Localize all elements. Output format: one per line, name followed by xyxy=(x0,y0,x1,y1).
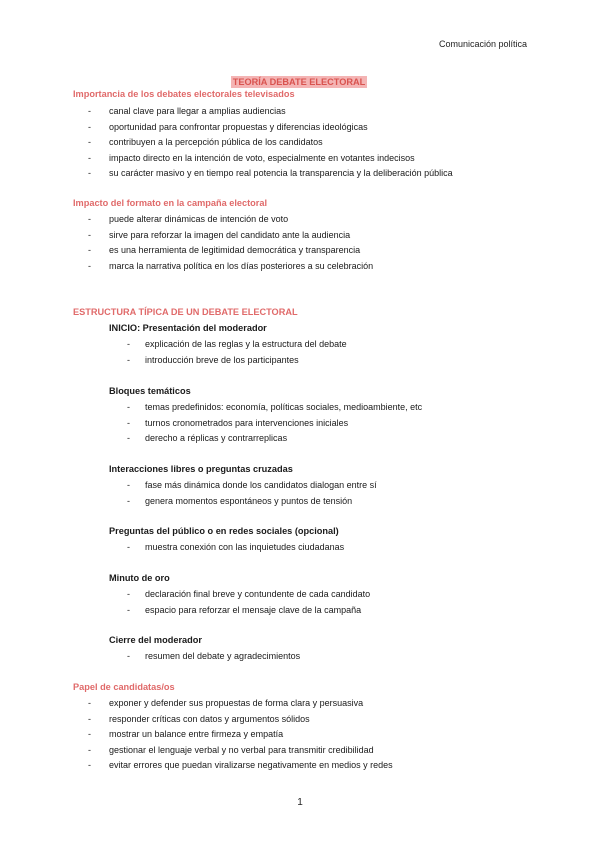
list-item: - derecho a réplicas y contrarreplicas xyxy=(127,431,422,447)
page-number: 1 xyxy=(297,797,303,808)
list-item: - introducción breve de los participantes xyxy=(127,353,347,369)
bullet-dash: - xyxy=(88,152,91,163)
structure-section-title: Minuto de oro xyxy=(109,573,170,583)
bullet-dash: - xyxy=(127,480,130,490)
structure-section-title: Cierre del moderador xyxy=(109,635,202,645)
candidates-list xyxy=(88,696,393,774)
list-item: - exponer y defender sus propuestas de forma clara y persuasiva xyxy=(88,696,393,712)
list-item: - muestra conexión con las inquietudes ciudadanas xyxy=(127,540,344,556)
structure-section-title: INICIO: Presentación del moderador xyxy=(109,323,267,333)
bullet-dash: - xyxy=(88,121,91,132)
bullet-dash: - xyxy=(88,260,91,271)
list-item: - responder críticas con datos y argumentos sólidos xyxy=(88,712,393,728)
structure-section-title: Bloques temáticos xyxy=(109,386,191,396)
list-item: - genera momentos espontáneos y puntos de tensión xyxy=(127,494,377,510)
list-item: - es una herramienta de legitimidad democrática y transparencia xyxy=(88,243,373,259)
bullet-dash: - xyxy=(88,229,91,240)
list-item: - impacto directo en la intención de voto, especialmente en votantes indecisos xyxy=(88,151,453,167)
bullet-dash: - xyxy=(127,433,130,444)
bullet-dash: - xyxy=(88,245,91,256)
structure-heading: ESTRUCTURA TÍPICA DE UN DEBATE ELECTORAL xyxy=(73,307,298,317)
list-item: - su carácter masivo y en tiempo real potencia la transparencia y la deliberación pública xyxy=(88,166,453,182)
list-item: - sirve para reforzar la imagen del candidato ante la audiencia xyxy=(88,228,373,244)
structure-section-list xyxy=(127,587,370,618)
list-item: - gestionar el lenguaje verbal y no verbal para transmitir credibilidad xyxy=(88,743,393,759)
bullet-dash: - xyxy=(127,651,130,661)
bullet-dash: - xyxy=(88,106,91,116)
bullet-dash: - xyxy=(127,589,130,599)
list-item: - temas predefinidos: economía, políticas sociales, medioambiente, etc xyxy=(127,400,422,416)
list-item: - fase más dinámica donde los candidatos dialogan entre sí xyxy=(127,478,377,494)
list-item: - explicación de las reglas y la estructura del debate xyxy=(127,337,347,353)
bullet-dash: - xyxy=(88,137,91,148)
bullet-dash: - xyxy=(127,604,130,615)
running-header: Comunicación política xyxy=(438,39,527,49)
structure-section-list xyxy=(127,400,422,447)
bullet-dash: - xyxy=(88,214,91,224)
list-item: - marca la narrativa política en los días posteriores a su celebración xyxy=(88,259,373,275)
bullet-dash: - xyxy=(127,354,130,365)
list-item: - mostrar un balance entre firmeza y empatía xyxy=(88,727,393,743)
structure-section-list xyxy=(127,540,344,556)
list-item: - resumen del debate y agradecimientos xyxy=(127,649,300,665)
impact-list xyxy=(88,212,373,274)
list-item: - declaración final breve y contundente de cada candidato xyxy=(127,587,370,603)
list-item: - canal clave para llegar a amplias audiencias xyxy=(88,104,453,120)
list-item: - espacio para reforzar el mensaje clave de la campaña xyxy=(127,603,370,619)
candidates-heading: Papel de candidatas/os xyxy=(73,682,175,692)
list-item: - evitar errores que puedan viralizarse negativamente en medios y redes xyxy=(88,758,393,774)
structure-section-list xyxy=(127,478,377,509)
bullet-dash: - xyxy=(88,744,91,755)
document-title: TEORÍA DEBATE ELECTORAL xyxy=(232,77,366,87)
list-item: - puede alterar dinámicas de intención de voto xyxy=(88,212,373,228)
bullet-dash: - xyxy=(88,698,91,708)
list-item: - contribuyen a la percepción pública de los candidatos xyxy=(88,135,453,151)
bullet-dash: - xyxy=(88,760,91,771)
bullet-dash: - xyxy=(88,729,91,740)
impact-heading: Impacto del formato en la campaña electoral xyxy=(73,198,268,208)
structure-section-list xyxy=(127,337,347,368)
bullet-dash: - xyxy=(88,168,91,179)
bullet-dash: - xyxy=(127,402,130,412)
bullet-dash: - xyxy=(88,713,91,724)
structure-section-list xyxy=(127,649,300,665)
importance-heading: Importancia de los debates electorales televisados xyxy=(73,89,295,99)
bullet-dash: - xyxy=(127,417,130,428)
list-item: - oportunidad para confrontar propuestas y diferencias ideológicas xyxy=(88,120,453,136)
importance-list xyxy=(88,104,453,182)
structure-section-title: Preguntas del público o en redes sociales (opcional) xyxy=(109,526,339,536)
bullet-dash: - xyxy=(127,542,130,552)
bullet-dash: - xyxy=(127,495,130,506)
list-item: - turnos cronometrados para intervenciones iniciales xyxy=(127,416,422,432)
structure-section-title: Interacciones libres o preguntas cruzadas xyxy=(109,464,293,474)
bullet-dash: - xyxy=(127,339,130,349)
